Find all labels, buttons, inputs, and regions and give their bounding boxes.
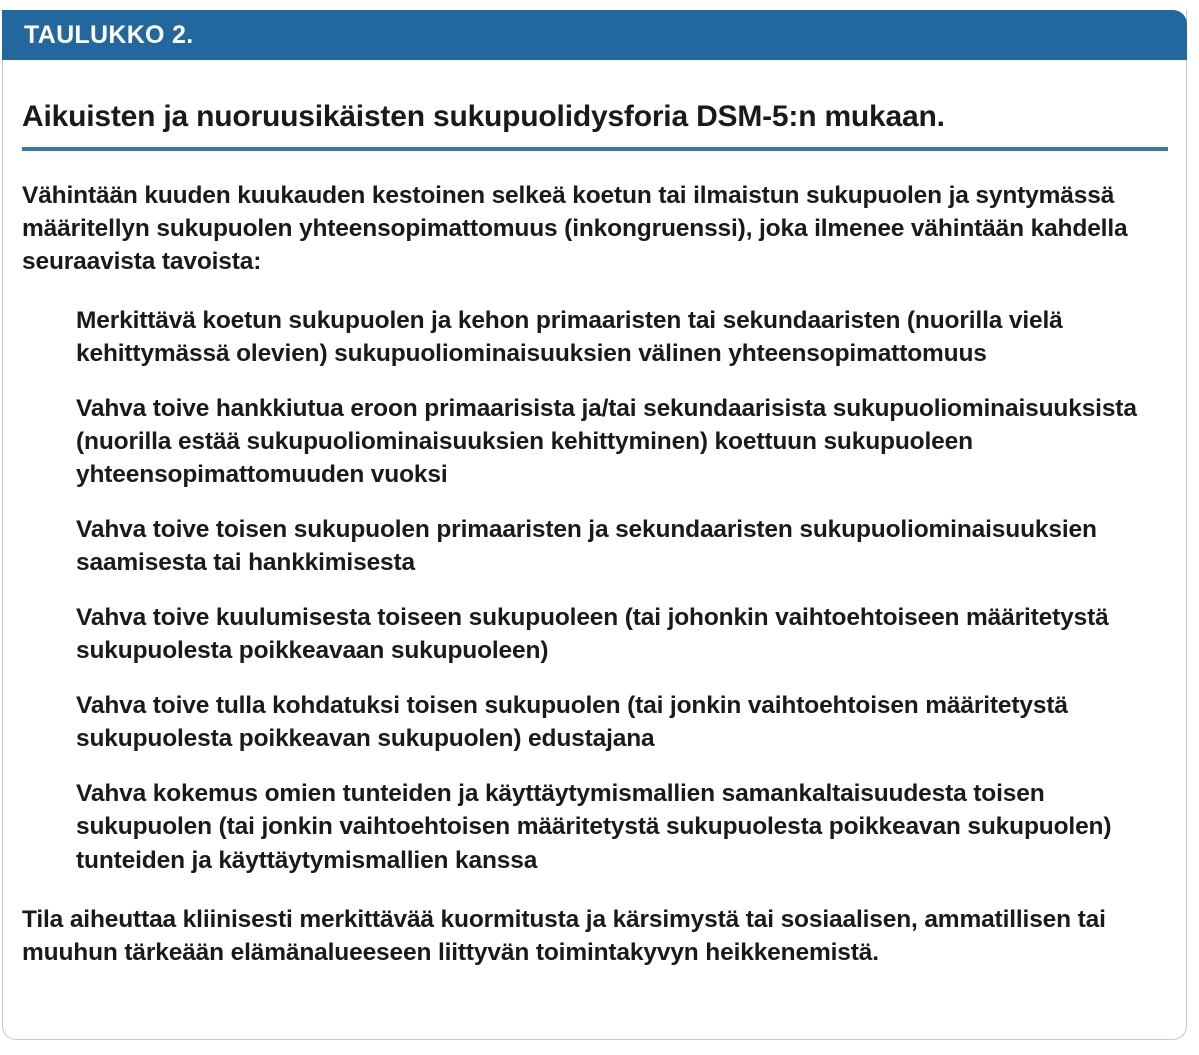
title-divider xyxy=(22,147,1168,151)
table-number-label: TAULUKKO 2. xyxy=(24,20,194,49)
criteria-intro-text: Vähintään kuuden kuukauden kestoinen selkeä koetun tai ilmaistun sukupuolen ja syntymässä määritellyn sukupuolen yhteensopimattomuus (inkongruenssi), joka ilmenee vähintään kahdella seuraavista tavoista: xyxy=(22,181,1128,275)
table-title: Aikuisten ja nuoruusikäisten sukupuolidysforia DSM-5:n mukaan. xyxy=(22,100,945,133)
list-item: Vahva toive tulla kohdatuksi toisen sukupuolen (tai jonkin vaihtoehtoisen määritetystä sukupuolesta poikkeavan sukupuolen) edustajana xyxy=(76,692,1068,753)
criteria-closing-text: Tila aiheuttaa kliinisesti merkittävää kuormitusta ja kärsimystä tai sosiaalisen, ammatillisen tai muuhun tärkeään elämänalueeseen liittyvän toimintakyvyn heikkenemistä. xyxy=(22,905,1106,966)
list-item: Vahva toive toisen sukupuolen primaaristen ja sekundaaristen sukupuoliominaisuuksien saamisesta tai hankkimisesta xyxy=(76,516,1097,577)
table-body xyxy=(2,60,1187,969)
table-header-band xyxy=(2,10,1187,60)
criteria-list xyxy=(22,278,1167,877)
list-item: Vahva toive hankkiutua eroon primaarisista ja/tai sekundaarisista sukupuoliominaisuuksista (nuorilla estää sukupuoliominaisuuksien kehittyminen) koettuun sukupuoleen yhteensopimattomuuden vuoksi xyxy=(76,394,1137,488)
list-item: Vahva kokemus omien tunteiden ja käyttäytymismallien samankaltaisuudesta toisen sukupuolen (tai jonkin vaihtoehtoisen määritetystä sukupuolesta poikkeavan sukupuolen) tunteiden ja käyttäytymismallien kanssa xyxy=(76,780,1112,874)
list-item: Merkittävä koetun sukupuolen ja kehon primaaristen tai sekundaaristen (nuorilla vielä kehittymässä olevien) sukupuoliominaisuuksien välinen yhteensopimattomuus xyxy=(76,306,1063,367)
list-item: Vahva toive kuulumisesta toiseen sukupuoleen (tai johonkin vaihtoehtoiseen määritetystä sukupuolesta poikkeavaan sukupuoleen) xyxy=(76,604,1109,665)
